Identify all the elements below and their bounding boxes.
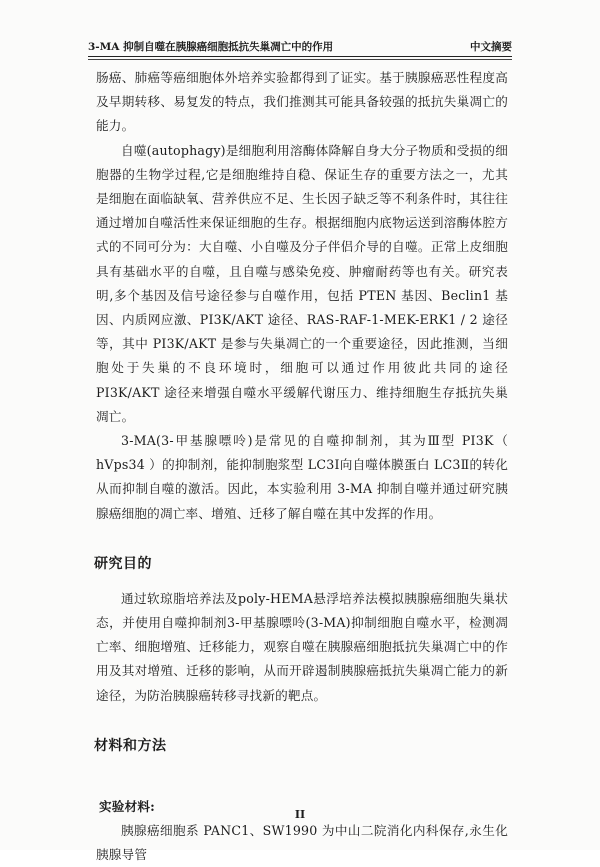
- paragraph-materials: 胰腺癌细胞系 PANC1、SW1990 为中山二院消化内科保存,永生化胰腺导管: [96, 823, 508, 863]
- section-title-methods: 材料和方法: [94, 737, 167, 754]
- header-rule: [88, 56, 512, 57]
- paragraph-3ma: 3-MA(3-甲基腺嘌呤)是常见的自噬抑制剂，其为Ⅲ型 PI3K（ hVps34 ）的抑制剂，能抑制胞浆型 LC3Ⅰ向自噬体膜蛋白 LC3Ⅱ的转化从而抑制自噬的激活。因此，本实验利用 3-MA 抑制自噬并通过研究胰腺癌细胞的凋亡率、增殖、迁移了解自噬在其中发挥的作用。: [96, 433, 508, 521]
- paragraph-autophagy: 自噬(autophagy)是细胞利用溶酶体降解自身大分子物质和受损的细胞器的生物学过程,它是细胞维持自稳、保证生存的重要方法之一，尤其是细胞在面临缺氧、营养供应不足、生长因子缺乏等不利条件时，其往往通过增加自噬活性来保证细胞的生存。根据细胞内底物运送到溶酶体腔方式的不同可分为：大自噬、小自噬及分子伴侣介导的自噬。正常上皮细胞具有基础水平的自噬，且自噬与感染免疫、肿瘤耐药等也有关。研究表明,多个基因及信号途径参与自噬作用，包括 PTEN 基因、Beclin1 基因、内质网应激、PI3K/AKT 途径、RAS-RAF-1-MEK-ERK1 / 2 途径等，其中 PI3K/AKT 是参与失巢凋亡的一个重要途径，因此推测，当细胞处于失巢的不良环境时，细胞可以通过作用彼此共同的途径 PI3K/AKT 途径来增强自噬水平缓解代谢压力、维持细胞生存抵抗失巢凋亡。: [96, 142, 508, 424]
- paragraph-objective: 通过软琼脂培养法及poly-HEMA悬浮培养法模拟胰腺癌细胞失巢状态，并使用自噬抑制剂3-甲基腺嘌呤(3-MA)抑制细胞自噬水平，检测凋亡率、细胞增殖、迁移能力，观察自噬在胰腺癌细胞抵抗失巢凋亡中的作用及其对增殖、迁移的影响，从而开辟遏制胰腺癌抵抗失巢凋亡能力的新途径，为防治胰腺癌转移寻找新的靶点。: [96, 590, 508, 703]
- page-content: [96, 66, 508, 867]
- header-rule-thin: [88, 59, 512, 60]
- section-title-objective: 研究目的: [94, 555, 152, 572]
- running-header: [88, 38, 512, 54]
- header-title: 3-MA 抑制自噬在胰腺癌细胞抵抗失巢凋亡中的作用: [88, 41, 334, 53]
- paragraph-continued: 肠癌、肺癌等癌细胞体外培养实验都得到了证实。基于胰腺癌恶性程度高及早期转移、易复发的特点，我们推测其可能具备较强的抵抗失巢凋亡的能力。: [96, 70, 508, 134]
- page-number: II: [294, 808, 306, 821]
- subsection-title-materials: 实验材料:: [99, 798, 156, 814]
- header-section: 中文摘要: [470, 41, 512, 53]
